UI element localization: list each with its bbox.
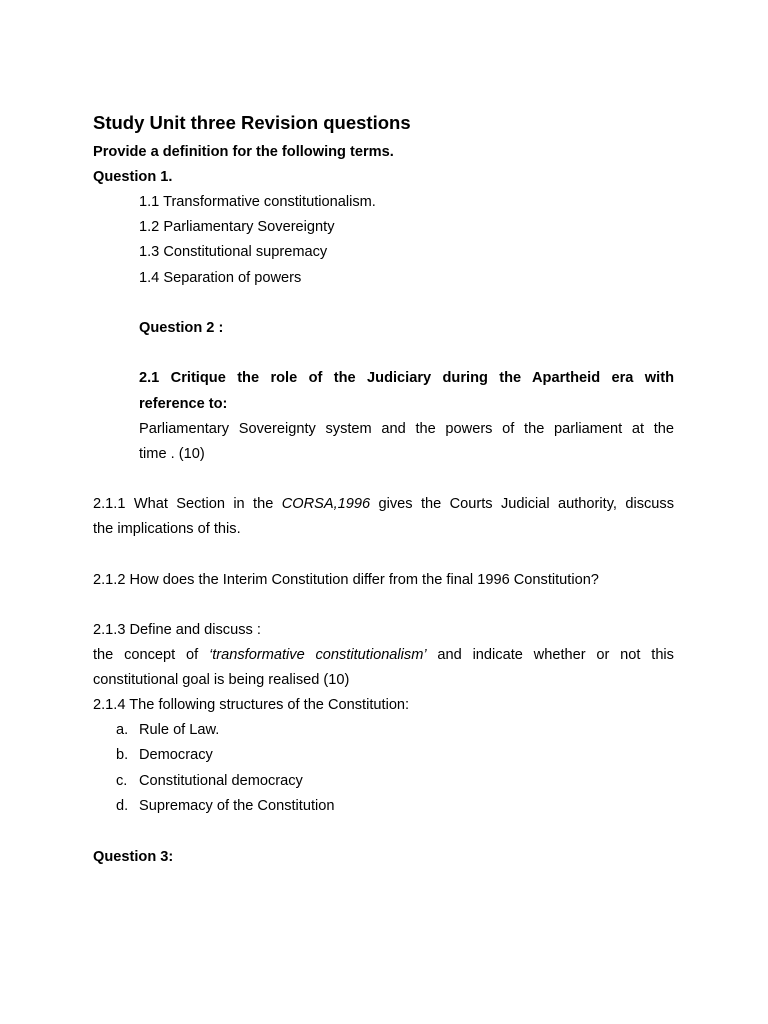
q2-1-3-text-post: and indicate whether or not this — [426, 647, 674, 663]
list-marker-d: d. — [116, 798, 129, 814]
list-marker-a: a. — [116, 722, 129, 738]
q2-1-1-text-post: gives the Courts Judicial authority, discuss — [370, 496, 674, 512]
question-2-heading: Question 2 : — [139, 320, 224, 336]
list-marker-b: b. — [116, 747, 129, 763]
q2-1-3-heading: 2.1.3 Define and discuss : — [93, 622, 261, 638]
q2-1-critique-line-1: 2.1 Critique the role of the Judiciary during the Apartheid era with — [139, 370, 674, 386]
instruction-text: Provide a definition for the following terms. — [93, 144, 394, 160]
q2-1-body-line-1: Parliamentary Sovereignty system and the powers of the parliament at the — [139, 421, 674, 437]
q2-1-1-line-2: the implications of this. — [93, 521, 241, 537]
q2-1-3-line-1 — [93, 643, 674, 668]
q1-item-2: 1.2 Parliamentary Sovereignty — [139, 219, 335, 235]
q1-item-1: 1.1 Transformative constitutionalism. — [139, 194, 376, 210]
list-item-supremacy: Supremacy of the Constitution — [139, 798, 335, 814]
q2-1-critique-line-2: reference to: — [139, 396, 228, 412]
q2-1-1-line-1 — [93, 492, 674, 517]
question-3-heading: Question 3: — [93, 849, 174, 865]
list-marker-c: c. — [116, 773, 128, 789]
list-item-rule-of-law: Rule of Law. — [139, 722, 220, 738]
question-1-heading: Question 1. — [93, 169, 173, 185]
q2-1-2-text: 2.1.2 How does the Interim Constitution differ from the final 1996 Constitution? — [93, 572, 599, 588]
q1-item-4: 1.4 Separation of powers — [139, 270, 302, 286]
q2-1-3-text-pre: the concept of — [93, 647, 209, 663]
q2-1-3-line-2: constitutional goal is being realised (10) — [93, 672, 350, 688]
q2-1-1-text-pre: 2.1.1 What Section in the — [93, 496, 282, 512]
list-item-democracy: Democracy — [139, 747, 213, 763]
q2-1-4-heading: 2.1.4 The following structures of the Constitution: — [93, 697, 410, 713]
transformative-term: ‘transformative constitutionalism’ — [208, 647, 427, 663]
corsa-citation: CORSA,1996 — [281, 496, 371, 512]
q2-1-body-line-2: time . (10) — [139, 446, 205, 462]
document-title: Study Unit three Revision questions — [93, 112, 411, 133]
list-item-constitutional-democracy: Constitutional democracy — [139, 773, 303, 789]
q1-item-3: 1.3 Constitutional supremacy — [139, 244, 328, 260]
